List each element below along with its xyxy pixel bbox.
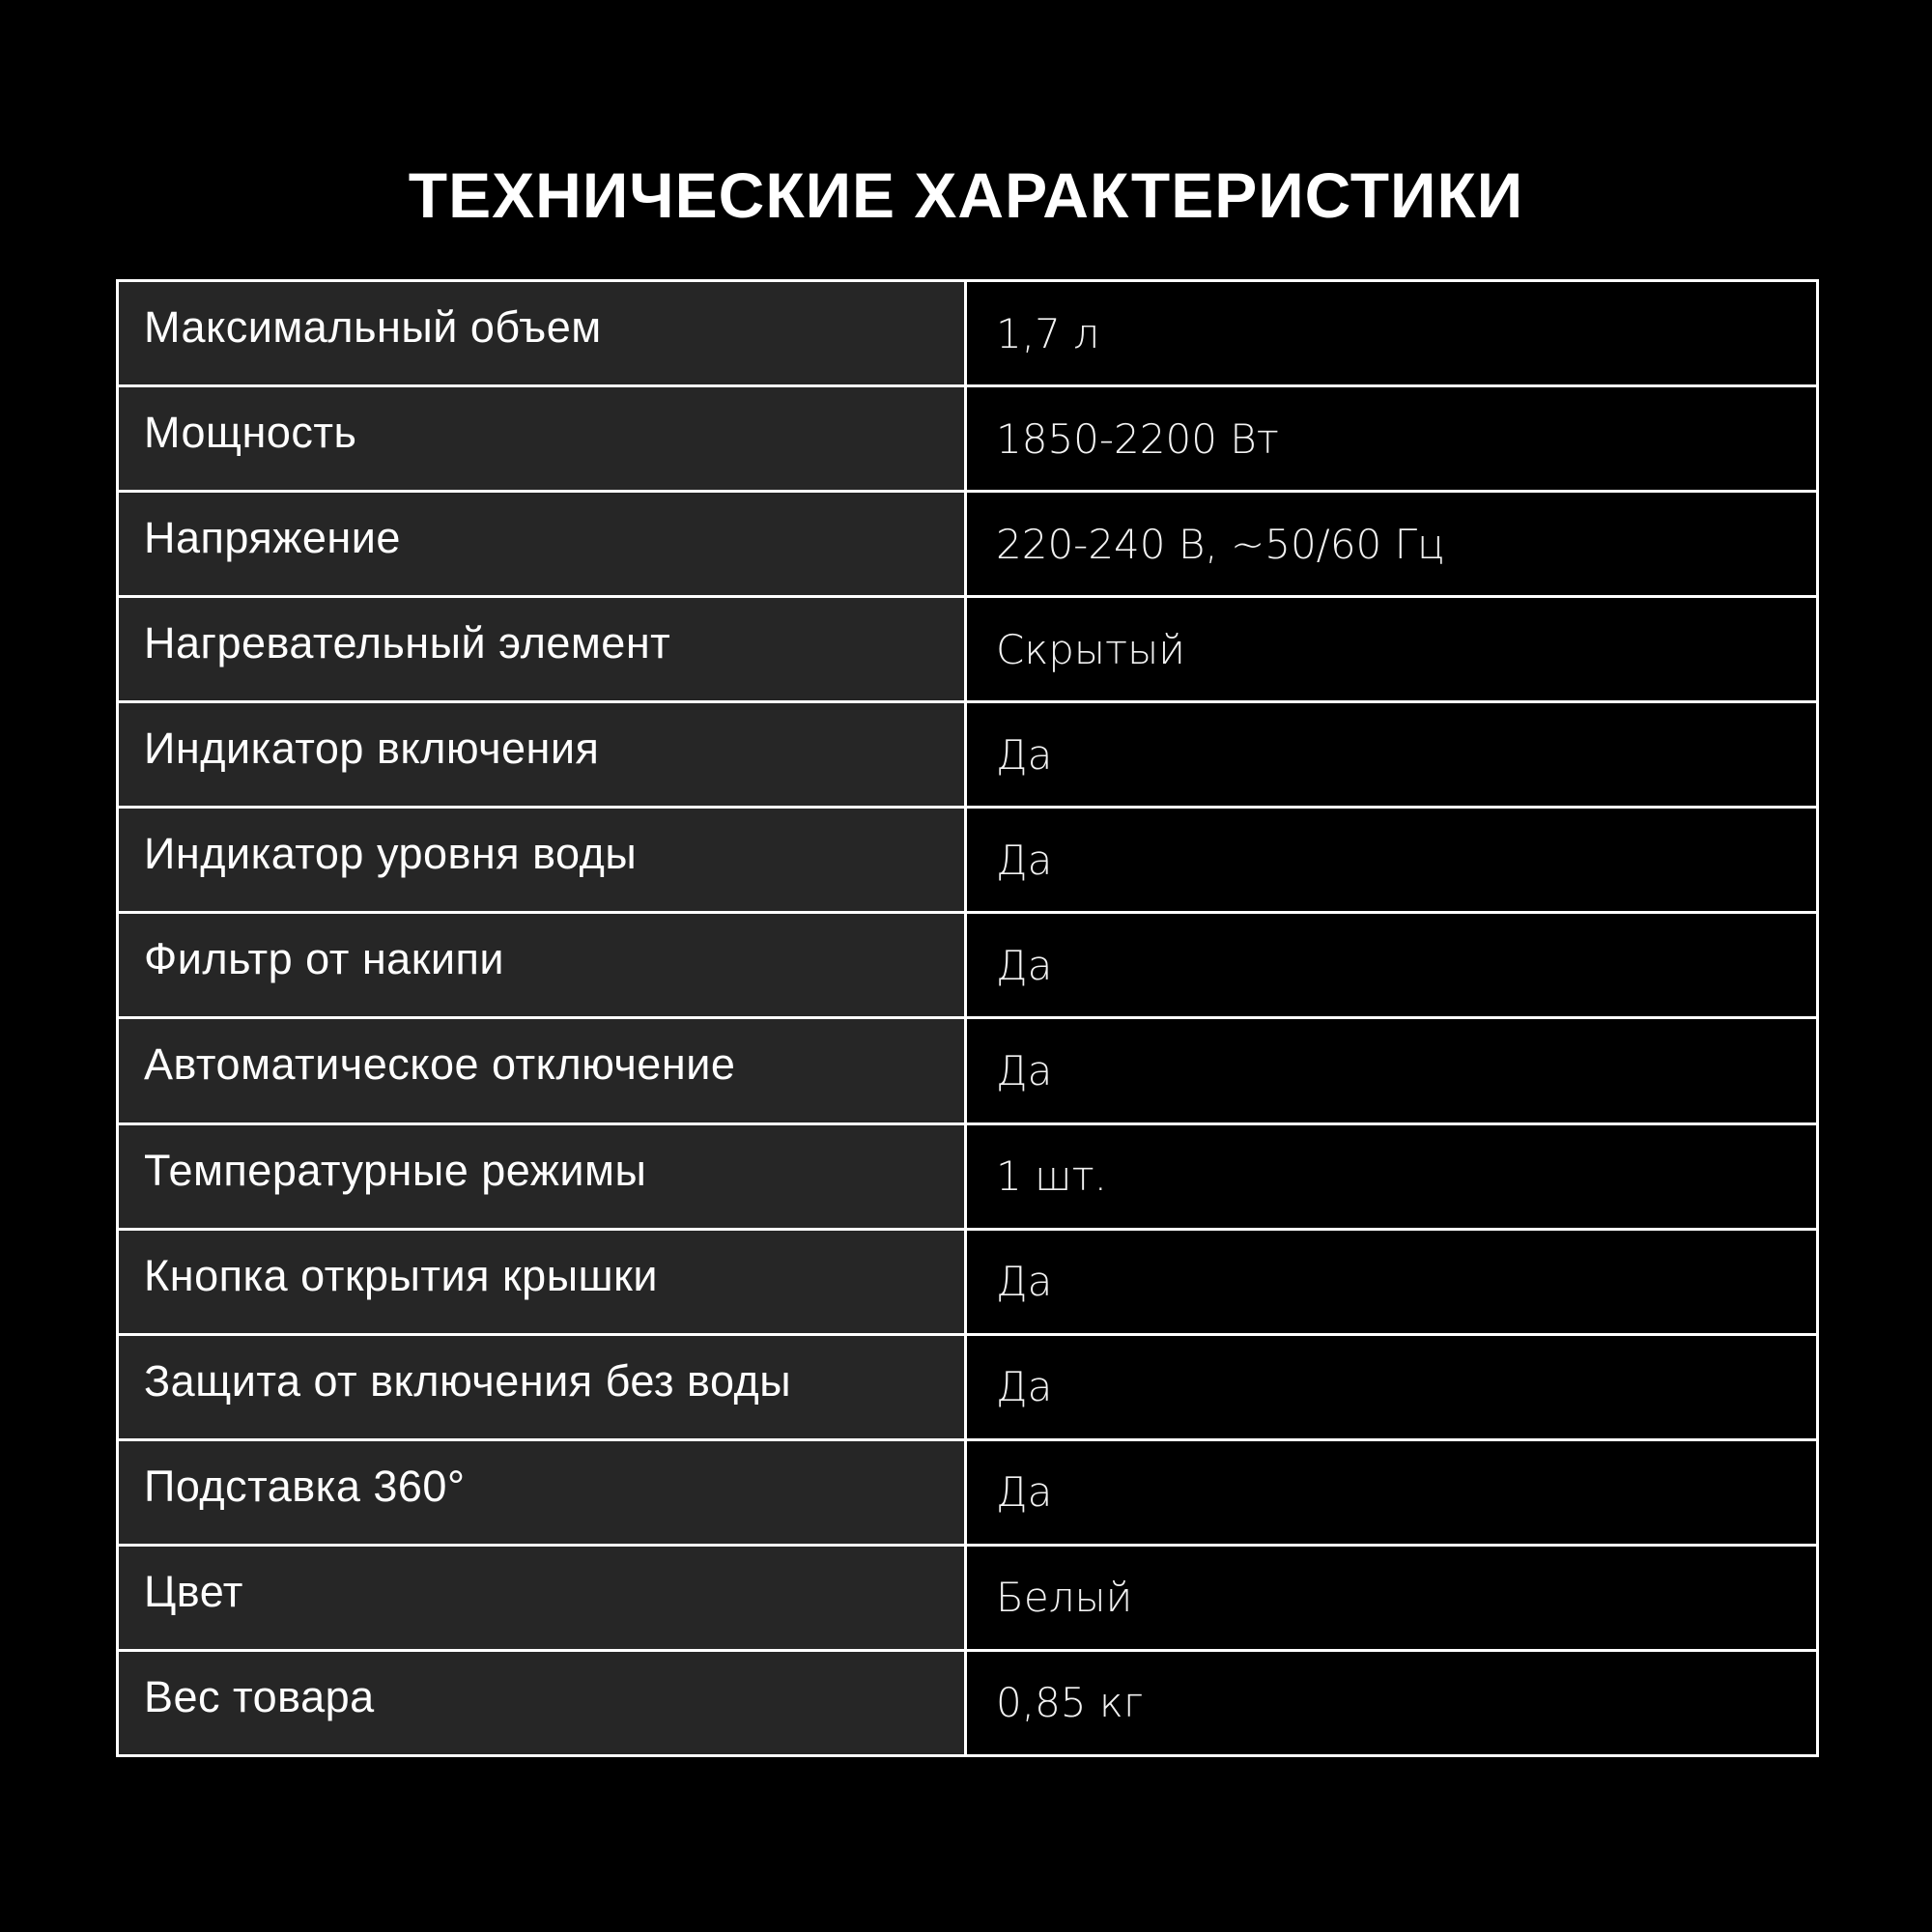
table-row — [118, 1439, 1818, 1545]
spec-value-cell — [966, 913, 1818, 1018]
spec-label-cell — [118, 1229, 966, 1334]
table-row — [118, 702, 1818, 808]
spec-value-cell — [966, 492, 1818, 597]
spec-label: Нагревательный элемент — [144, 618, 671, 668]
table-row — [118, 1545, 1818, 1650]
spec-label-cell — [118, 808, 966, 913]
spec-label-cell — [118, 913, 966, 1018]
spec-value: 1850-2200 Вт — [996, 414, 1279, 463]
spec-label-cell — [118, 1545, 966, 1650]
table-row — [118, 281, 1818, 386]
spec-value: 220-240 В, ~50/60 Гц — [996, 520, 1445, 568]
spec-label: Фильтр от накипи — [144, 934, 505, 984]
spec-value: Да — [996, 1363, 1053, 1411]
spec-label-cell — [118, 1650, 966, 1755]
table-row — [118, 1229, 1818, 1334]
spec-label-cell — [118, 1018, 966, 1123]
table-row — [118, 808, 1818, 913]
spec-value: Скрытый — [996, 625, 1185, 673]
table-row — [118, 1018, 1818, 1123]
table-row — [118, 492, 1818, 597]
table-row — [118, 1650, 1818, 1755]
table-row — [118, 913, 1818, 1018]
spec-value-cell — [966, 1334, 1818, 1439]
page-title: ТЕХНИЧЕСКИЕ ХАРАКТЕРИСТИКИ — [408, 159, 1524, 231]
spec-label: Индикатор включения — [144, 724, 600, 774]
spec-value-cell — [966, 808, 1818, 913]
spec-value-cell — [966, 281, 1818, 386]
spec-value: Да — [996, 836, 1053, 884]
spec-value-cell — [966, 1123, 1818, 1229]
spec-label: Максимальный объем — [144, 302, 602, 353]
spec-value-cell — [966, 1439, 1818, 1545]
spec-label: Температурные режимы — [144, 1145, 647, 1195]
spec-value-cell — [966, 386, 1818, 492]
spec-label: Подставка 360° — [144, 1461, 466, 1511]
table-row — [118, 386, 1818, 492]
spec-value-cell — [966, 1545, 1818, 1650]
spec-label-cell — [118, 1334, 966, 1439]
table-row — [118, 1123, 1818, 1229]
spec-value-cell — [966, 1650, 1818, 1755]
spec-value: 1 шт. — [996, 1152, 1107, 1201]
spec-label: Мощность — [144, 408, 357, 458]
spec-label-cell — [118, 1123, 966, 1229]
spec-value: 1,7 л — [996, 309, 1099, 357]
spec-value-cell — [966, 1229, 1818, 1334]
spec-label-cell — [118, 1439, 966, 1545]
spec-value-cell — [966, 597, 1818, 702]
spec-value: Да — [996, 730, 1053, 779]
spec-value: Белый — [996, 1574, 1133, 1622]
spec-label-cell — [118, 597, 966, 702]
spec-label: Напряжение — [144, 513, 401, 563]
spec-value: Да — [996, 1046, 1053, 1094]
spec-label: Кнопка открытия крышки — [144, 1250, 658, 1300]
spec-value: Да — [996, 1258, 1053, 1306]
spec-label-cell — [118, 281, 966, 386]
spec-label-cell — [118, 702, 966, 808]
spec-label: Защита от включения без воды — [144, 1355, 792, 1406]
table-row — [118, 1334, 1818, 1439]
spec-value: 0,85 кг — [996, 1679, 1144, 1727]
specifications-table — [116, 279, 1819, 1757]
spec-value-cell — [966, 702, 1818, 808]
spec-value: Да — [996, 1468, 1053, 1517]
spec-label: Автоматическое отключение — [144, 1039, 736, 1090]
spec-value-cell — [966, 1018, 1818, 1123]
table-row — [118, 597, 1818, 702]
spec-label-cell — [118, 492, 966, 597]
spec-label-cell — [118, 386, 966, 492]
spec-label: Индикатор уровня воды — [144, 829, 638, 879]
spec-value: Да — [996, 941, 1053, 989]
spec-label: Вес товара — [144, 1671, 375, 1721]
spec-label: Цвет — [144, 1566, 243, 1616]
